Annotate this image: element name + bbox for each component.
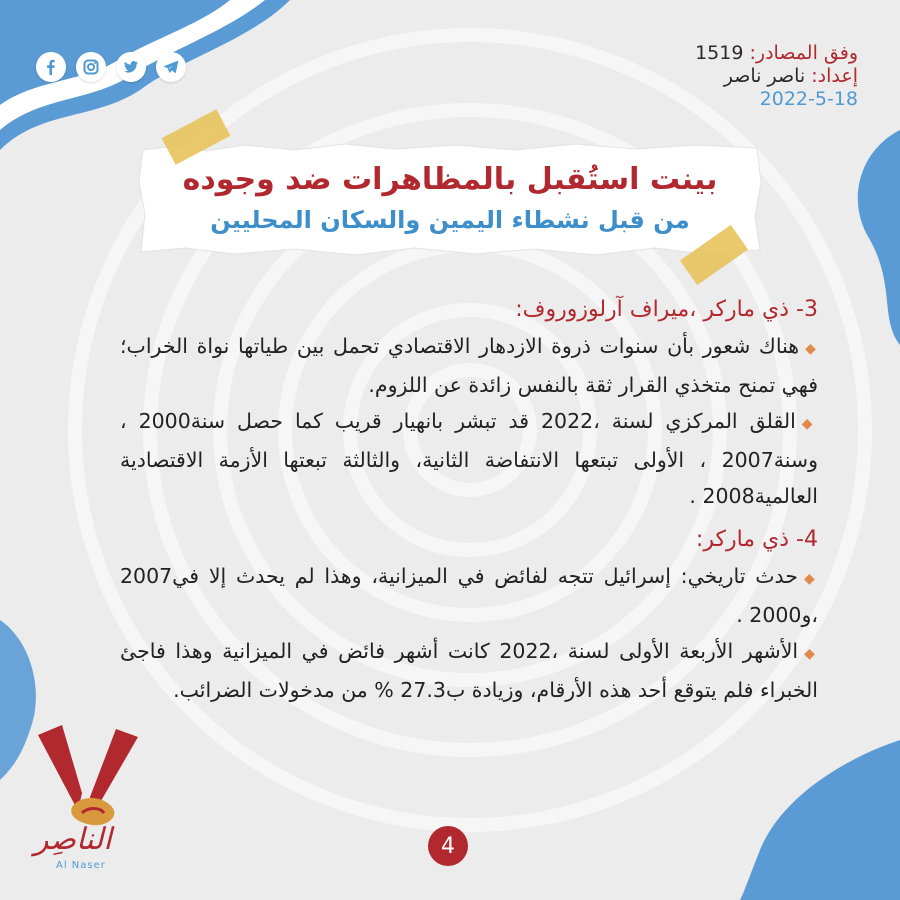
prepared-row bbox=[695, 65, 858, 88]
source-value: 1519 bbox=[695, 42, 744, 64]
facebook-icon[interactable] bbox=[36, 52, 66, 82]
prepared-value: ناصر ناصر bbox=[723, 64, 806, 87]
title-line-2: من قبل نشطاء اليمين والسكان المحليين bbox=[210, 206, 690, 234]
torn-paper bbox=[135, 142, 765, 257]
source-label: وفق المصادر: bbox=[749, 42, 858, 64]
meta-info bbox=[695, 42, 858, 110]
title-line-1: بينت استُقبل بالمظاهرات ضد وجوده bbox=[182, 162, 718, 197]
main-content bbox=[120, 292, 818, 708]
paragraph bbox=[120, 403, 818, 514]
logo-english: Al Naser bbox=[56, 860, 106, 871]
bullet-icon: ◆ bbox=[803, 571, 818, 587]
section-heading: 4- ذي ماركر: bbox=[695, 527, 818, 552]
paragraph bbox=[120, 328, 818, 403]
paragraph-text: الأشهر الأربعة الأولى لسنة ،2022 كانت أشهر فائض في الميزانية وهذا فاجئ الخبراء فلم يتوقع أحد هذه الأرقام، وزيادة ب27.3 % من مدخولات الضرائب. bbox=[120, 639, 818, 702]
date: 2022-5-18 bbox=[759, 87, 858, 110]
title-banner bbox=[135, 142, 765, 257]
social-icons bbox=[36, 52, 186, 82]
bullet-icon: ◆ bbox=[801, 416, 818, 432]
source-row bbox=[695, 42, 858, 65]
paragraph-text: القلق المركزي لسنة ،2022 قد تبشر بانهيار قريب كما حصل سنة2000 ، وسنة2007 ، الأولى تبتعها الانتفاضة الثانية، والثالثة تبعتها الأزمة الاقتصادية العالمية2008 . bbox=[120, 409, 818, 508]
bullet-icon: ◆ bbox=[804, 646, 818, 662]
twitter-icon[interactable] bbox=[116, 52, 146, 82]
logo-arabic: الناصِر bbox=[34, 822, 112, 857]
paragraph-text: حدث تاريخي: إسرائيل تتجه لفائض في الميزانية، وهذا لم يحدث إلا في2007 ،و2000 . bbox=[120, 564, 818, 627]
bullet-icon: ◆ bbox=[805, 341, 818, 357]
section-heading: 3- ذي ماركر ،ميراف آرلوزوروف: bbox=[515, 297, 818, 322]
prepared-label: إعداد: bbox=[811, 64, 858, 87]
page-number: 4 bbox=[428, 826, 468, 866]
paragraph bbox=[120, 633, 818, 708]
paragraph-text: هناك شعور بأن سنوات ذروة الازدهار الاقتصادي تحمل بين طياتها نواة الخراب؛ فهي تمنح متخذي القرار ثقة بالنفس زائدة عن اللزوم. bbox=[120, 334, 818, 397]
telegram-icon[interactable] bbox=[156, 52, 186, 82]
instagram-icon[interactable] bbox=[76, 52, 106, 82]
paragraph bbox=[120, 558, 818, 633]
